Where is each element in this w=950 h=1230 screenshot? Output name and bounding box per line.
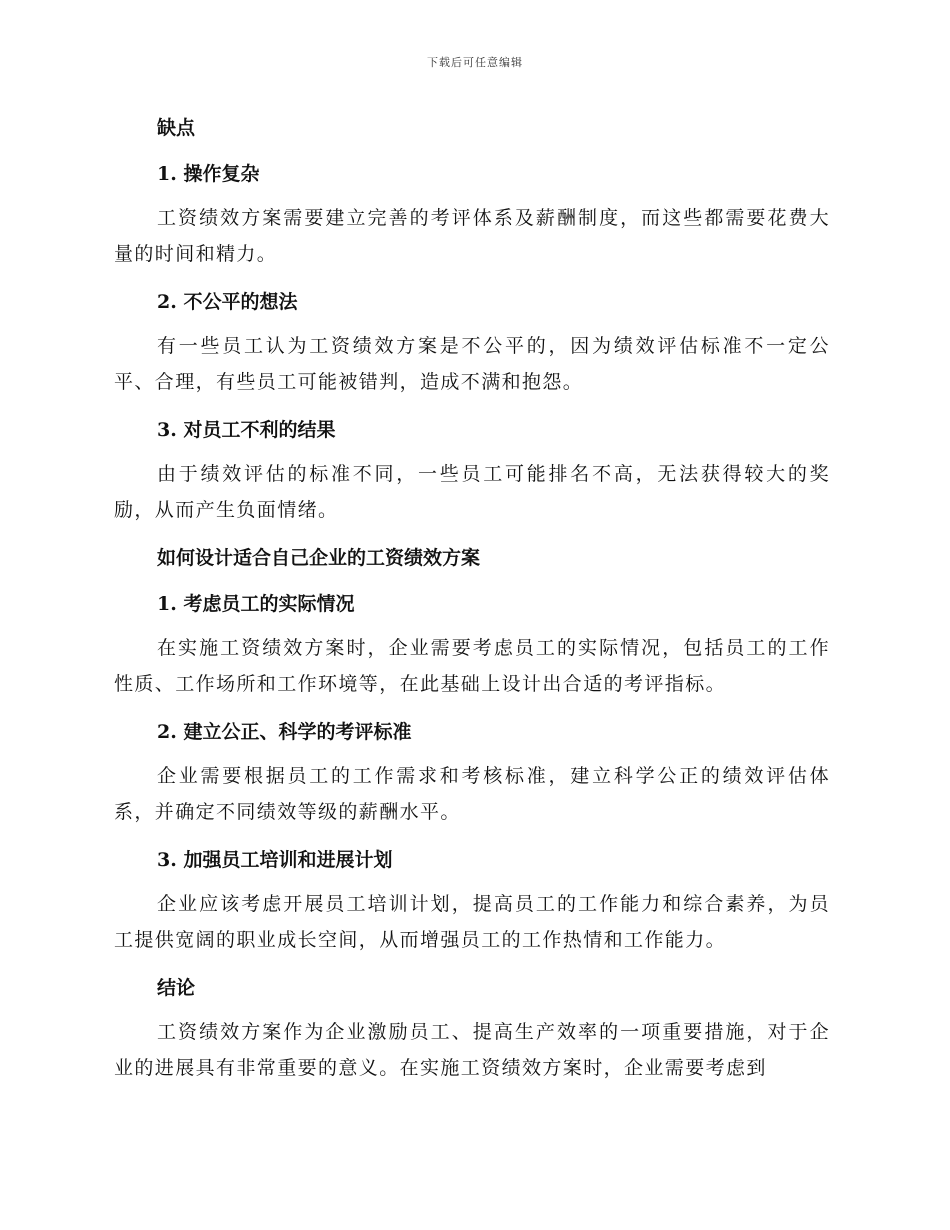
paragraph-actual-situation: 在实施工资绩效方案时，企业需要考虑员工的实际情况，包括员工的工作性质、工作场所和工作环境等，在此基础上设计出合适的考评指标。: [114, 637, 830, 695]
section-heading-conclusion: 结论: [157, 977, 196, 999]
paragraph-complex-operation: 工资绩效方案需要建立完善的考评体系及薪酬制度，而这些都需要花费大量的时间和精力。: [114, 207, 830, 265]
page-header: 下载后可任意编辑: [427, 56, 523, 69]
document-body: [114, 108, 830, 1096]
section-heading-disadvantages: 缺点: [157, 117, 196, 139]
subheading-complex-operation: 1. 操作复杂: [157, 163, 260, 185]
paragraph-conclusion: 工资绩效方案作为企业激励员工、提高生产效率的一项重要措施，对于企业的进展具有非常重要的意义。在实施工资绩效方案时，企业需要考虑到: [114, 1021, 830, 1079]
paragraph-unfair-idea: 有一些员工认为工资绩效方案是不公平的，因为绩效评估标准不一定公平、合理，有些员工可能被错判，造成不满和抱怨。: [114, 335, 830, 393]
paragraph-training-plan: 企业应该考虑开展员工培训计划，提高员工的工作能力和综合素养，为员工提供宽阔的职业成长空间，从而增强员工的工作热情和工作能力。: [114, 893, 830, 951]
subheading-training-plan: 3. 加强员工培训和进展计划: [157, 849, 393, 871]
subheading-unfair-idea: 2. 不公平的想法: [157, 291, 298, 313]
paragraph-fair-standards: 企业需要根据员工的工作需求和考核标准，建立科学公正的绩效评估体系，并确定不同绩效等级的薪酬水平。: [114, 765, 830, 823]
subheading-fair-standards: 2. 建立公正、科学的考评标准: [157, 721, 412, 743]
paragraph-unfavorable-results: 由于绩效评估的标准不同，一些员工可能排名不高，无法获得较大的奖励，从而产生负面情绪。: [114, 463, 830, 521]
subheading-actual-situation: 1. 考虑员工的实际情况: [157, 593, 355, 615]
section-heading-how-to-design: 如何设计适合自己企业的工资绩效方案: [157, 547, 481, 569]
subheading-unfavorable-results: 3. 对员工不利的结果: [157, 419, 336, 441]
